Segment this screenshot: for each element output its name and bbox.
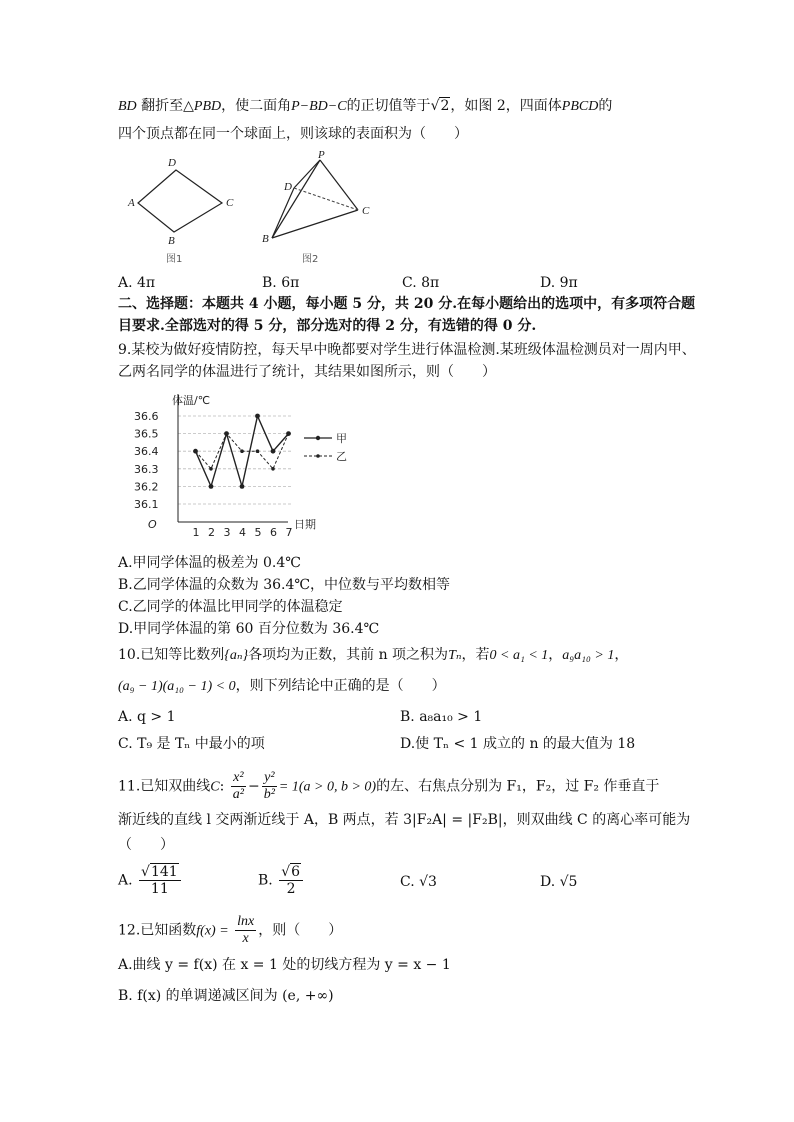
q11-optB-num: 6 [291, 864, 301, 880]
figure-2 [262, 149, 370, 265]
legend-jia-label: 甲 [336, 432, 347, 445]
y-tick-label-36-6: 36.6 [134, 410, 159, 423]
q11-optA-den: 11 [150, 881, 169, 897]
q12-num: lnx [237, 914, 255, 929]
q9-option-b: B.乙同学体温的众数为 36.4℃，中位数与平均数相等 [118, 577, 451, 593]
q8-line2: 四个顶点都在同一个球面上，则该球的表面积为（ ） [118, 126, 468, 142]
x-tick-label-4: 4 [239, 526, 246, 539]
series-1-point-5 [256, 449, 260, 453]
q8-dihedral: P−BD−C [291, 99, 347, 114]
fig2-edge-dc-hidden [294, 188, 358, 210]
fig2-caption: 图2 [302, 254, 319, 265]
q8-bd: BD [118, 99, 137, 114]
q11-pre: 11.已知双曲线 [118, 778, 211, 795]
q11-optA-frac: $\frac{√141}{11}$ [139, 864, 181, 897]
q8-text-c: 的正切值等于 [346, 98, 431, 114]
q9-option-d: D.甲同学体温的第 60 百分位数为 36.4℃ [118, 621, 380, 637]
q10-text-c: ， [548, 647, 563, 663]
section2-line2: 目要求.全部选对的得 5 分，部分选对的得 2 分，有选错的得 0 分. [118, 318, 537, 334]
q11-option-c: C. √3 [400, 874, 437, 890]
q9-option-c: C.乙同学的体温比甲同学的体温稳定 [118, 599, 343, 615]
figure-1 [127, 157, 234, 265]
q10-option-b: B. a₈a₁₀ > 1 [400, 709, 483, 725]
q8-line1: BD 翻折至△PBD，使二面角P−BD−C的正切值等于√2，如图 2，四面体PBCD的 [118, 98, 613, 114]
q12-frac [235, 914, 256, 947]
q11-x2: x² [231, 770, 246, 787]
chart-origin: O [148, 518, 157, 531]
q11-frac-y [262, 770, 277, 803]
q8-solid: PBCD [561, 99, 599, 114]
series-0-point-2 [209, 484, 214, 489]
series-1-point-6 [271, 467, 275, 471]
fig1-quadrilateral [138, 170, 222, 232]
q11-optA-num: 141 [150, 864, 178, 880]
y-tick-label-36-4: 36.4 [134, 445, 159, 459]
q9-line2: 乙两名同学的体温进行了统计，其结果如图所示，则（ ） [118, 364, 496, 380]
q10-cond3: (a₉ − 1)(a₁₀ − 1) < 0 [118, 679, 236, 694]
chart-ylabel: 体温/℃ [172, 394, 211, 407]
y-tick-label-36-5: 36.5 [134, 427, 159, 441]
series-1-point-2 [209, 467, 213, 471]
q8-option-b: B. 6π [262, 275, 300, 291]
y-tick-label-36-1: 36.1 [134, 498, 159, 511]
q8-option-c: C. 8π [402, 275, 440, 291]
legend-yi-marker [316, 454, 320, 458]
q11-option-a [118, 864, 183, 897]
chart-series [193, 414, 291, 489]
q10-option-c: C. T₉ 是 Tₙ 中最小的项 [118, 736, 265, 752]
q10-text-a: 各项均为正数，其前 n 项之积为 [248, 647, 449, 663]
q9-chart [126, 386, 376, 546]
fig1-label-b: B [168, 235, 175, 247]
q10-option-d: D.使 Tₙ < 1 成立的 n 的最大值为 18 [400, 736, 636, 752]
q10-text-e: ，则下列结论中正确的是（ ） [235, 678, 446, 694]
x-tick-label-5: 5 [254, 526, 262, 539]
q10-line2 [118, 676, 446, 697]
q11-optA-label: A. [118, 872, 133, 889]
q8-triangle: △PBD [183, 99, 222, 114]
fig2-label-c: C [362, 205, 370, 217]
fig1-label-d: D [168, 157, 176, 169]
q8-text-b: ，使二面角 [221, 98, 292, 114]
q11-optB-den: 2 [286, 881, 296, 897]
fig2-label-p: P [318, 149, 325, 161]
q11-option-b [258, 864, 305, 897]
x-ticks [193, 526, 293, 539]
q11-a2: a² [232, 787, 244, 802]
x-tick-label-6: 6 [270, 526, 277, 539]
q10-text-b: ，若 [461, 647, 490, 663]
q12-line1 [118, 914, 342, 947]
q11-line2: 渐近线的直线 l 交两渐近线于 A，B 两点，若 3|F₂A| = |F₂B|，则双曲线 C 的离心率可能为 [118, 812, 691, 828]
q9-option-a: A.甲同学体温的极差为 0.4℃ [118, 555, 301, 571]
q11-y2: y² [262, 770, 277, 787]
q10-seq: {aₙ} [224, 648, 249, 663]
q11-b2: b² [263, 787, 275, 802]
y-tick-label-36-3: 36.3 [134, 462, 159, 476]
x-tick-label-7: 7 [285, 526, 293, 539]
q12-pre: 12.已知函数 [118, 922, 197, 939]
fig1-label-a: A [128, 197, 135, 209]
q11-line3: （ ） [118, 837, 174, 853]
q11-option-d: D. √5 [540, 874, 578, 890]
series-1-point-3 [225, 432, 229, 436]
q8-text-d: ，如图 2，四面体 [450, 98, 562, 114]
q8-text-a: 翻折至 [136, 98, 184, 114]
q10-line1 [118, 645, 628, 666]
q10-option-a: A. q > 1 [118, 709, 176, 725]
x-tick-label-3: 3 [223, 526, 231, 539]
fig1-label-c: C [226, 197, 234, 209]
x-tick-label-2: 2 [208, 526, 215, 539]
series-0-point-4 [240, 484, 245, 489]
q11-eq-rest: = 1(a > 0, b > 0) [278, 779, 377, 795]
series-0-point-6 [271, 449, 276, 454]
q9-line1: 9.某校为做好疫情防控，每天早中晚都要对学生进行体温检测.某班级体温检测员对一周内甲、 [118, 342, 696, 358]
series-1-point-7 [287, 432, 291, 436]
legend-yi-label: 乙 [336, 450, 347, 463]
q12-option-a: A.曲线 y = f(x) 在 x = 1 处的切线方程为 y = x − 1 [118, 957, 451, 973]
y-tick-label-36-2: 36.2 [134, 480, 159, 494]
q10-text-d: ， [614, 647, 629, 663]
q8-sqrt-value: 2 [440, 98, 450, 114]
y-ticks [134, 410, 159, 511]
x-tick-label-1: 1 [192, 526, 200, 539]
q11-frac-x [231, 770, 246, 803]
q8-text-e: 的 [598, 98, 613, 114]
q10-cond1: 0 < a₁ < 1 [489, 648, 549, 663]
section2-line1: 二、选择题：本题共 4 小题，每小题 5 分，共 20 分.在每小题给出的选项中，有多项符合题 [118, 296, 696, 312]
q11-optB-label: B. [258, 872, 273, 889]
series-1-point-1 [194, 449, 198, 453]
chart-xlabel: 日期 [294, 518, 316, 531]
q10-cond2: a₉a₁₀ > 1 [562, 648, 615, 663]
chart-legend [304, 432, 347, 463]
fig1-caption: 图1 [166, 254, 183, 265]
legend-jia-marker [316, 436, 320, 440]
q11-C: C [210, 779, 220, 795]
fig2-edge-bc [272, 210, 358, 238]
series-0-point-5 [255, 414, 260, 419]
fig2-edge-pb [272, 160, 320, 238]
q12-den: x [242, 931, 249, 946]
q8-figures [118, 148, 388, 270]
q10-pre: 10.已知等比数列 [118, 647, 225, 663]
q8-option-d: D. 9π [540, 275, 578, 291]
q12-option-b: B. f(x) 的单调递减区间为 (e, +∞) [118, 988, 334, 1004]
series-1-point-4 [240, 449, 244, 453]
q12-post: ，则（ ） [258, 922, 343, 939]
q11-line1: 11.已知双曲线C: $\frac{\text{x²}}{\text{a²}}$ − $\frac{\text{y²}}{\text{b²}}$ = 1(a > 0, b > 0)的左、右焦点分别为 F₁，F₂，过 F₂ 作垂直于 [118, 770, 660, 802]
fig2-edge-pc [320, 160, 358, 210]
fig2-edge-pd [294, 160, 320, 188]
fig2-label-b: B [262, 233, 269, 245]
q12-fx: f(x) = [196, 923, 229, 939]
q10-T: Tₙ [448, 648, 462, 663]
q11-line1-rest: 的左、右焦点分别为 F₁，F₂，过 F₂ 作垂直于 [376, 778, 660, 795]
q8-option-a: A. 4π [118, 275, 156, 291]
fig2-label-d: D [284, 181, 292, 193]
q11-optB-frac: $\frac{√6}{2}$ [279, 864, 303, 897]
fig2-edge-db [272, 188, 294, 238]
